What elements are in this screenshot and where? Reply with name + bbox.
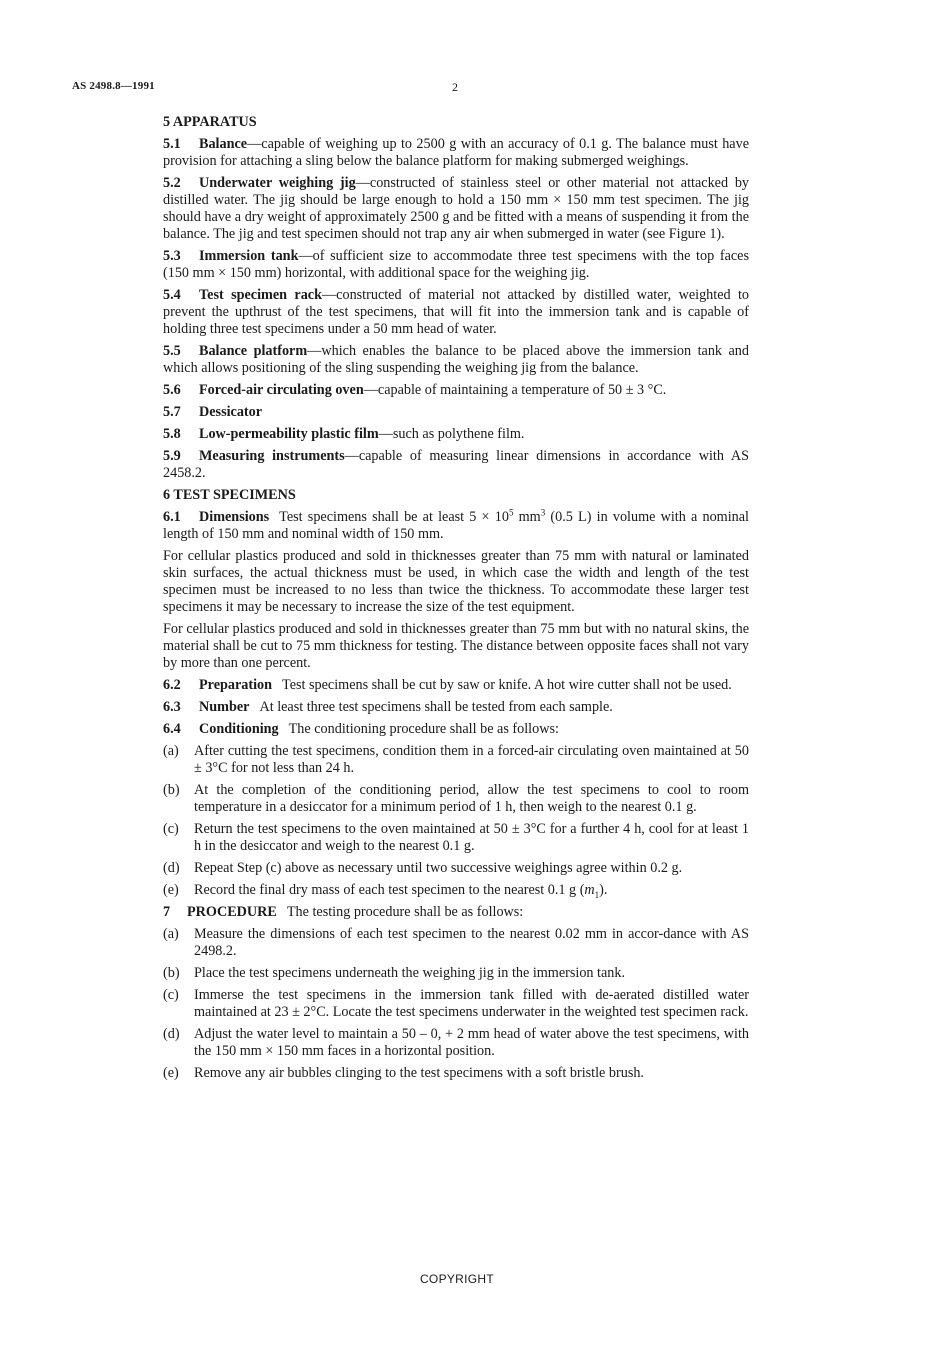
list-text: At the completion of the conditioning period, allow the test specimens to cool to room temperature in a desiccator for a minimum period of 1 h, then weigh to the nearest 0.1 g. <box>194 782 749 815</box>
clause-caption: Preparation <box>199 677 273 693</box>
subscript: 1 <box>594 889 600 900</box>
list-label: (c) <box>163 821 179 837</box>
clause-text: —such as polythene film. <box>378 426 525 442</box>
list-item <box>163 965 749 982</box>
clause-text: At least three test specimens shall be tested from each sample. <box>259 699 613 715</box>
clause-number: 5.7 <box>163 404 181 420</box>
clause-5-7 <box>163 404 749 421</box>
list-item <box>163 821 749 855</box>
clause-text: —which enables the balance to be placed above the immersion tank and which allows positioning of the sling suspending the weighing jig from the balance. <box>163 343 749 376</box>
list-label: (b) <box>163 965 180 981</box>
list-text: Return the test specimens to the oven maintained at 50 ± 3°C for a further 4 h, cool for at least 1 h in the desiccator and weigh to the nearest 0.1 g. <box>194 821 749 854</box>
clause-number: 6.1 <box>163 509 181 525</box>
clause-text-unit: mm <box>513 509 541 525</box>
list-text: Immerse the test specimens in the immersion tank filled with de-aerated distilled water maintained at 23 ± 2°C. Locate the test specimens underwater in the weighted test specimen rack. <box>194 987 749 1020</box>
list-text: Record the final dry mass of each test specimen to the nearest 0.1 g ( <box>194 882 585 898</box>
clause-text: The conditioning procedure shall be as follows: <box>288 721 559 737</box>
list-label: (a) <box>163 926 179 942</box>
clause-6-3 <box>163 699 749 716</box>
list-label: (e) <box>163 1065 179 1081</box>
clause-number: 5.3 <box>163 248 181 264</box>
clause-5-3 <box>163 248 749 282</box>
clause-number: 5.1 <box>163 136 181 152</box>
exponent: 3 <box>540 507 546 518</box>
clause-text: —constructed of material not attacked by distilled water, weighted to prevent the upthrust of the test specimens, that will fit into the immersion tank and is capable of holding three test specimens under a 50 mm head of water. <box>163 287 750 337</box>
list-item <box>163 743 749 777</box>
clause-number: 5.9 <box>163 448 181 464</box>
list-item <box>163 1065 749 1082</box>
clause-caption: Low-permeability plastic film <box>199 426 379 442</box>
section-title: PROCEDURE <box>187 904 277 920</box>
clause-caption: Test specimen rack <box>199 287 322 303</box>
clause-caption: Dimensions <box>199 509 270 525</box>
list-label: (c) <box>163 987 179 1003</box>
clause-text: Test specimens shall be cut by saw or knife. A hot wire cutter shall not be used. <box>282 677 732 693</box>
clause-6-4 <box>163 721 749 738</box>
clause-number: 6.2 <box>163 677 181 693</box>
document-body <box>163 114 749 1087</box>
clause-number: 6.4 <box>163 721 181 737</box>
section-5-heading: 5 APPARATUS <box>163 114 257 130</box>
paragraph-no-skins: For cellular plastics produced and sold in thicknesses greater than 75 mm but with no natural skins, the material shall be cut to 75 mm thickness for testing. The distance between opposite faces shall not vary by more than one percent. <box>163 621 749 671</box>
clause-number: 6.3 <box>163 699 181 715</box>
list-text: Adjust the water level to maintain a 50 – 0, + 2 mm head of water above the test specimens, with the 150 mm × 150 mm faces in a horizontal position. <box>194 1026 749 1059</box>
clause-text: —constructed of stainless steel or other material not attacked by distilled water. The jig should be large enough to hold a 150 mm × 150 mm test specimen. The jig should have a dry weight of approximately 2500 g and be fitted with a means of suspending it from the balance. The jig and test specimen should not trap any air when submerged in water (see Figure 1). <box>163 175 750 242</box>
exponent: 5 <box>508 507 514 518</box>
clause-5-5 <box>163 343 749 377</box>
list-text: Repeat Step (c) above as necessary until two successive weighings agree within 0.2 g. <box>194 860 683 876</box>
clause-number: 5.5 <box>163 343 181 359</box>
clause-5-4 <box>163 287 749 338</box>
list-text: Remove any air bubbles clinging to the test specimens with a soft bristle brush. <box>194 1065 644 1081</box>
list-label: (b) <box>163 782 180 798</box>
paragraph-skin-surfaces: For cellular plastics produced and sold in thicknesses greater than 75 mm with natural or laminated skin surfaces, the actual thickness must be used, in which case the width and length of the test specimen must be increased to no less than twice the thickness. To accommodate these larger test specimens it may be necessary to increase the size of the test equipment. <box>163 548 749 615</box>
list-label: (e) <box>163 882 179 898</box>
clause-text: —of sufficient size to accommodate three test specimens with the top faces (150 mm × 150 mm) horizontal, with additional space for the weighing jig. <box>163 248 749 281</box>
clause-6-2 <box>163 677 749 694</box>
standard-number: AS 2498.8—1991 <box>72 80 155 92</box>
clause-caption: Conditioning <box>199 721 279 737</box>
list-label: (a) <box>163 743 179 759</box>
clause-caption: Immersion tank <box>199 248 299 264</box>
section-intro: The testing procedure shall be as follows: <box>286 904 524 920</box>
clause-caption: Balance platform <box>199 343 308 359</box>
list-item <box>163 987 749 1021</box>
clause-text: —capable of weighing up to 2500 g with an accuracy of 0.1 g. The balance must have provision for attaching a sling below the balance platform for making submerged weighings. <box>163 136 749 169</box>
list-item <box>163 782 749 816</box>
section-number: 7 <box>163 904 171 920</box>
list-item <box>163 926 749 960</box>
clause-5-8 <box>163 426 749 443</box>
list-text: Measure the dimensions of each test specimen to the nearest 0.02 mm in accor-dance with AS 2498.2. <box>194 926 749 959</box>
clause-caption: Underwater weighing jig <box>199 175 356 191</box>
clause-caption: Forced-air circulating oven <box>199 382 364 398</box>
clause-5-2 <box>163 175 749 243</box>
list-label: (d) <box>163 1026 180 1042</box>
clause-text: —capable of maintaining a temperature of 50 ± 3 °C. <box>363 382 667 398</box>
clause-text-rest: (0.5 L) in volume with a nominal length of 150 mm and nominal width of 150 mm. <box>163 509 749 542</box>
clause-caption: Measuring instruments <box>199 448 345 464</box>
list-label: (d) <box>163 860 180 876</box>
clause-number: 5.8 <box>163 426 181 442</box>
section-6-heading: 6 TEST SPECIMENS <box>163 487 296 503</box>
clause-number: 5.4 <box>163 287 181 303</box>
section-7-heading <box>163 904 749 921</box>
list-text: After cutting the test specimens, condition them in a forced-air circulating oven maintained at 50 ± 3°C for not less than 24 h. <box>194 743 749 776</box>
copyright-footer: COPYRIGHT <box>419 1272 495 1286</box>
page-number: 2 <box>452 80 458 94</box>
clause-text: Test specimens shall be at least 5 × 10 <box>279 509 509 525</box>
list-item <box>163 860 749 877</box>
list-item <box>163 882 749 899</box>
clause-5-9 <box>163 448 749 482</box>
clause-caption: Dessicator <box>199 404 263 420</box>
list-text: Place the test specimens underneath the weighing jig in the immersion tank. <box>194 965 626 981</box>
list-text-end: ). <box>599 882 608 898</box>
clause-5-6 <box>163 382 749 399</box>
list-item <box>163 1026 749 1060</box>
mass-symbol: m <box>584 882 595 898</box>
clause-5-1 <box>163 136 749 170</box>
clause-text: —capable of measuring linear dimensions in accordance with AS 2458.2. <box>163 448 749 481</box>
clause-caption: Number <box>199 699 250 715</box>
clause-caption: Balance <box>199 136 248 152</box>
clause-6-1 <box>163 509 749 543</box>
clause-number: 5.2 <box>163 175 181 191</box>
clause-number: 5.6 <box>163 382 181 398</box>
